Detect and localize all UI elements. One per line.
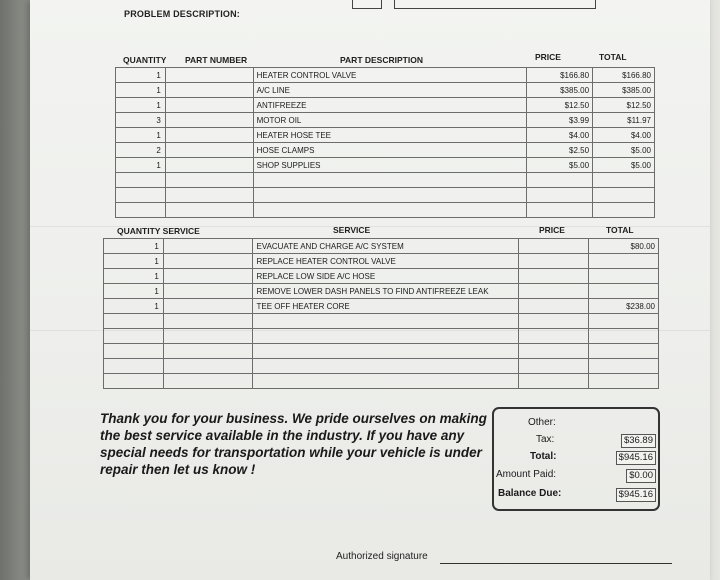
part-total-cell: $385.00 xyxy=(593,83,655,98)
service-code-cell xyxy=(163,314,253,329)
part-price-cell xyxy=(527,188,593,203)
part-description-cell xyxy=(253,173,527,188)
parts-header-total: TOTAL xyxy=(599,52,627,62)
part-total-cell: $11.97 xyxy=(593,113,655,128)
parts-row xyxy=(116,98,655,113)
parts-row xyxy=(116,173,655,188)
service-description-cell: REMOVE LOWER DASH PANELS TO FIND ANTIFREEZE LEAK xyxy=(253,284,519,299)
summary-other-row xyxy=(494,417,658,431)
part-description-cell: HEATER HOSE TEE xyxy=(253,128,527,143)
service-code-cell xyxy=(163,299,253,314)
service-qty-cell: 1 xyxy=(104,239,164,254)
part-total-cell: $5.00 xyxy=(593,158,655,173)
service-code-cell xyxy=(163,359,253,374)
service-total-cell xyxy=(589,284,659,299)
parts-row xyxy=(116,143,655,158)
service-total-cell: $80.00 xyxy=(589,239,659,254)
service-price-cell xyxy=(519,284,589,299)
part-number-cell xyxy=(165,143,253,158)
service-qty-cell: 1 xyxy=(104,299,164,314)
summary-tax-row xyxy=(494,434,658,448)
service-description-cell xyxy=(253,329,519,344)
service-price-cell xyxy=(519,344,589,359)
summary-paid-label: Amount Paid: xyxy=(496,469,557,480)
service-description-cell xyxy=(253,359,519,374)
part-number-cell xyxy=(165,158,253,173)
part-number-cell xyxy=(165,68,253,83)
parts-header-part-number: PART NUMBER xyxy=(185,55,248,65)
parts-table xyxy=(115,67,655,218)
part-description-cell: MOTOR OIL xyxy=(253,113,527,128)
service-code-cell xyxy=(163,284,253,299)
part-qty-cell: 2 xyxy=(116,143,166,158)
service-qty-cell: 1 xyxy=(104,269,164,284)
service-qty-cell xyxy=(104,344,164,359)
parts-row xyxy=(116,68,655,83)
parts-row xyxy=(116,128,655,143)
summary-total-row xyxy=(494,451,658,465)
summary-balance-row xyxy=(494,488,658,502)
part-qty-cell: 3 xyxy=(116,113,166,128)
service-description-cell: TEE OFF HEATER CORE xyxy=(253,299,519,314)
part-description-cell xyxy=(253,203,527,218)
parts-header-price: PRICE xyxy=(535,52,561,62)
services-header-price: PRICE xyxy=(539,225,565,235)
totals-summary-box xyxy=(492,407,660,511)
service-description-cell: REPLACE LOW SIDE A/C HOSE xyxy=(253,269,519,284)
services-row xyxy=(104,254,659,269)
services-row xyxy=(104,344,659,359)
service-total-cell xyxy=(589,254,659,269)
service-code-cell xyxy=(163,254,253,269)
part-total-cell xyxy=(593,173,655,188)
part-number-cell xyxy=(165,128,253,143)
summary-balance-value: $945.16 xyxy=(616,488,656,502)
part-qty-cell: 1 xyxy=(116,68,166,83)
part-description-cell: ANTIFREEZE xyxy=(253,98,527,113)
part-total-cell xyxy=(593,188,655,203)
service-price-cell xyxy=(519,254,589,269)
part-total-cell: $5.00 xyxy=(593,143,655,158)
parts-row xyxy=(116,158,655,173)
parts-header-description: PART DESCRIPTION xyxy=(340,55,423,65)
service-description-cell xyxy=(253,314,519,329)
problem-description-label: PROBLEM DESCRIPTION: xyxy=(124,9,241,19)
service-price-cell xyxy=(519,299,589,314)
service-qty-cell: 1 xyxy=(104,284,164,299)
part-qty-cell xyxy=(116,188,166,203)
part-price-cell: $2.50 xyxy=(527,143,593,158)
service-qty-cell: 1 xyxy=(104,254,164,269)
service-qty-cell xyxy=(104,329,164,344)
summary-tax-label: Tax: xyxy=(536,434,555,445)
services-row xyxy=(104,329,659,344)
service-code-cell xyxy=(163,269,253,284)
part-number-cell xyxy=(165,188,253,203)
parts-header-quantity: QUANTITY xyxy=(123,55,167,65)
part-description-cell: A/C LINE xyxy=(253,83,527,98)
part-price-cell: $12.50 xyxy=(527,98,593,113)
part-qty-cell: 1 xyxy=(116,83,166,98)
part-description-cell: HOSE CLAMPS xyxy=(253,143,527,158)
part-price-cell: $166.80 xyxy=(527,68,593,83)
part-number-cell xyxy=(165,173,253,188)
part-total-cell: $4.00 xyxy=(593,128,655,143)
part-qty-cell: 1 xyxy=(116,98,166,113)
services-row xyxy=(104,239,659,254)
service-code-cell xyxy=(163,239,253,254)
service-code-cell xyxy=(163,344,253,359)
service-price-cell xyxy=(519,374,589,389)
signature-line xyxy=(440,563,672,564)
services-row xyxy=(104,359,659,374)
summary-tax-value: $36.89 xyxy=(621,434,656,448)
services-header-total: TOTAL xyxy=(606,225,634,235)
service-qty-cell xyxy=(104,374,164,389)
part-description-cell: SHOP SUPPLIES xyxy=(253,158,527,173)
service-price-cell xyxy=(519,269,589,284)
services-table xyxy=(103,238,659,389)
part-qty-cell xyxy=(116,203,166,218)
part-number-cell xyxy=(165,113,253,128)
parts-row xyxy=(116,203,655,218)
part-price-cell: $4.00 xyxy=(527,128,593,143)
service-price-cell xyxy=(519,329,589,344)
services-row xyxy=(104,299,659,314)
part-number-cell xyxy=(165,83,253,98)
parts-row xyxy=(116,113,655,128)
part-price-cell xyxy=(527,203,593,218)
service-code-cell xyxy=(163,374,253,389)
part-price-cell: $385.00 xyxy=(527,83,593,98)
summary-other-label: Other: xyxy=(528,417,556,428)
part-description-cell xyxy=(253,188,527,203)
part-price-cell: $5.00 xyxy=(527,158,593,173)
service-price-cell xyxy=(519,239,589,254)
part-qty-cell: 1 xyxy=(116,128,166,143)
part-qty-cell xyxy=(116,173,166,188)
service-total-cell xyxy=(589,269,659,284)
service-total-cell xyxy=(589,344,659,359)
summary-total-label: Total: xyxy=(530,451,557,462)
services-row xyxy=(104,314,659,329)
signature-label: Authorized signature xyxy=(336,551,428,562)
services-row xyxy=(104,374,659,389)
services-row xyxy=(104,284,659,299)
summary-balance-label: Balance Due: xyxy=(498,488,562,499)
part-description-cell: HEATER CONTROL VALVE xyxy=(253,68,527,83)
thank-you-message: Thank you for your business. We pride ourselves on making the best service available in the industry. If you have any special needs for transportation while your vehicle is under repair then let us know ! xyxy=(100,411,487,477)
service-total-cell xyxy=(589,314,659,329)
service-code-cell xyxy=(163,329,253,344)
service-description-cell: REPLACE HEATER CONTROL VALVE xyxy=(253,254,519,269)
summary-paid-row xyxy=(494,469,658,483)
summary-paid-value: $0.00 xyxy=(626,469,656,483)
services-row xyxy=(104,269,659,284)
part-price-cell xyxy=(527,173,593,188)
service-description-cell xyxy=(253,374,519,389)
service-total-cell: $238.00 xyxy=(589,299,659,314)
part-total-cell xyxy=(593,203,655,218)
service-qty-cell xyxy=(104,314,164,329)
parts-row xyxy=(116,83,655,98)
parts-row xyxy=(116,188,655,203)
service-total-cell xyxy=(589,374,659,389)
form-box-edge xyxy=(394,0,596,9)
service-description-cell: EVACUATE AND CHARGE A/C SYSTEM xyxy=(253,239,519,254)
service-total-cell xyxy=(589,329,659,344)
part-qty-cell: 1 xyxy=(116,158,166,173)
service-description-cell xyxy=(253,344,519,359)
part-total-cell: $166.80 xyxy=(593,68,655,83)
services-header-quantity xyxy=(117,226,200,236)
service-total-cell xyxy=(589,359,659,374)
part-price-cell: $3.99 xyxy=(527,113,593,128)
part-total-cell: $12.50 xyxy=(593,98,655,113)
part-number-cell xyxy=(165,98,253,113)
summary-total-value: $945.16 xyxy=(616,451,656,465)
services-header-service: SERVICE xyxy=(333,225,371,235)
service-qty-cell xyxy=(104,359,164,374)
part-number-cell xyxy=(165,203,253,218)
form-box-edge xyxy=(352,0,382,9)
service-price-cell xyxy=(519,359,589,374)
services-header-quantity-text: QUANTITY xyxy=(117,226,161,236)
services-header-service-label: SERVICE xyxy=(162,226,200,236)
service-price-cell xyxy=(519,314,589,329)
